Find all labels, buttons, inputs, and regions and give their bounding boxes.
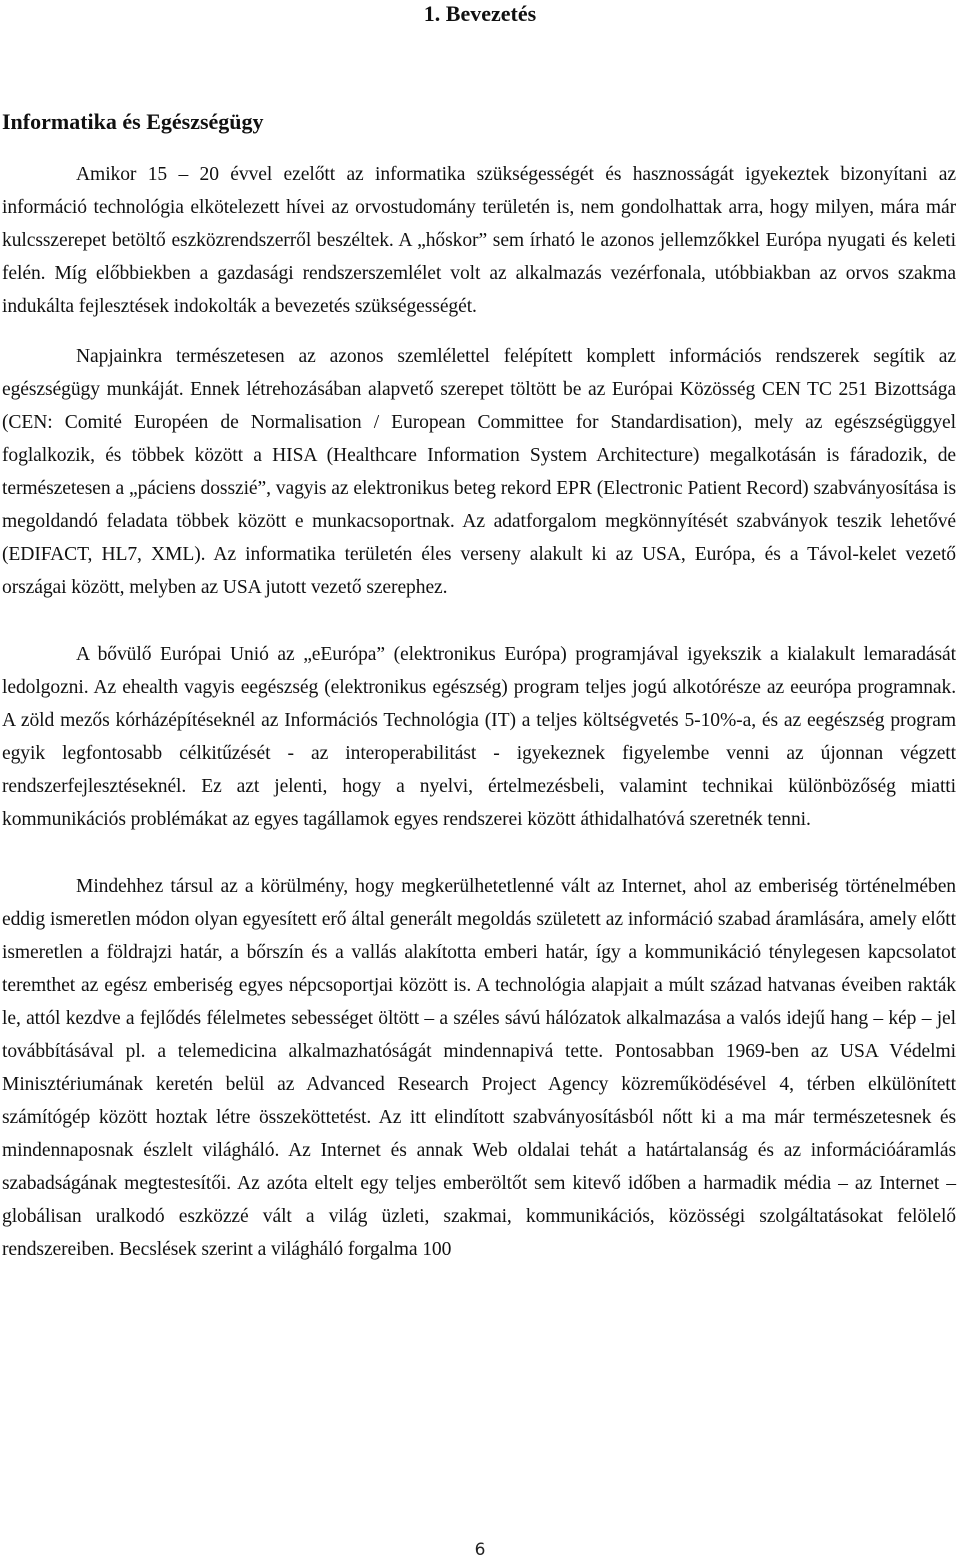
page-number: 6 bbox=[474, 1540, 486, 1560]
paragraph: A bővülő Európai Unió az „eEurópa” (elektronikus Európa) programjával igyekszik a kialakult lemaradását ledolgozni. Az ehealth vagyis eegészség (elektronikus egészség) program teljes jogú alkotórésze az eeurópa programnak. A zöld mezős kórházépítéseknél az Információs Technológia (IT) a teljes költségvetés 5-10%-a, és az eegészség program egyik legfontosabb célkitűzését - az interoperabilitást - igyekeznek figyelembe venni az újonnan végzett rendszerfejlesztéseknél. Ez azt jelenti, hogy a nyelvi, értelmezésbeli, valamint technikai különbözőség miatti kommunikációs problémákat az egyes tagállamok egyes rendszerei között áthidalhatóvá szeretnék tenni. bbox=[2, 644, 956, 830]
paragraph: Mindehhez társul az a körülmény, hogy megkerülhetetlenné vált az Internet, ahol az emberiség történelmében eddig ismeretlen módon olyan egyesített erő által generált megoldás született az információ szabad áramlására, amely előtt ismeretlen a földrajzi határ, a bőrszín és a vallás alakította emberi határ, így a kommunikáció ténylegesen kapcsolatot teremthet az egész emberiség egyes népcsoportjai között is. A technológia alapjait a múlt század hatvanas éveiben rakták le, attól kezdve a fejlődés félelmetes sebességet öltött – a széles sávú hálózatok alkalmazása a valós idejű hang – kép – jel továbbításával pl. a telemedicina alkalmazhatóságát mindennapivá tette. Pontosabban 1969-ben az USA Védelmi Minisztériumának keretén belül az Advanced Research Project Agency közreműködésével 4, térben elkülönített számítógép között hoztak létre összeköttetést. Az itt elindított szabványosításból nőtt ki a ma már természetesnek és mindennaposnak észlelt világháló. Az Internet és annak Web oldalai tehát a határtalanság és az információáramlás szabadságának megtestesítői. Az azóta eltelt egy teljes emberöltőt sem kitevő időben a harmadik média – az Internet – globálisan uralkodó eszközzé vált a világ üzleti, szakmai, kommunikációs, közösségi szolgáltatásokat felölelő rendszereiben. Becslések szerint a világháló forgalma 100 bbox=[2, 876, 956, 1260]
section-title: Informatika és Egészségügy bbox=[2, 109, 264, 134]
body-text bbox=[2, 158, 956, 1266]
paragraph: Napjainkra természetesen az azonos szemlélettel felépített komplett információs rendszerek segítik az egészségügy munkáját. Ennek létrehozásában alapvető szerepet töltött be az Európai Közösség CEN TC 251 Bizottsága (CEN: Comité Européen de Normalisation / European Committee for Standardisation), mely az egészségüggyel foglalkozik, és többek között a HISA (Healthcare Information System Architecture) megalkotásán is fáradozik, de természetesen a „páciens dosszié”, vagyis az elektronikus beteg rekord EPR (Electronic Patient Record) szabványosítása is megoldandó feladata többek között e munkacsoportnak. Az adatforgalom megkönnyítését szabványok teszik lehetővé (EDIFACT, HL7, XML). Az informatika területén éles verseny alakult ki az USA, Európa, és a Távol-kelet vezető országai között, melyben az USA jutott vezető szerephez. bbox=[2, 346, 956, 598]
chapter-title: 1. Bevezetés bbox=[423, 1, 537, 26]
paragraph: Amikor 15 – 20 évvel ezelőtt az informatika szükségességét és hasznosságát igyekeztek bizonyítani az információ technológia elkötelezett hívei az orvostudomány területén is, nem gondolhattak arra, hogy milyen, mára már kulcsszerepet betöltő eszközrendszerről beszéltek. A „hőskor” sem írható le azonos jellemzőkkel Európa nyugati és keleti felén. Míg előbbiekben a gazdasági rendszerszemlélet volt az alkalmazás vezérfonala, utóbbiakban az orvos szakma indukálta fejlesztések indokolták a bevezetés szükségességét. bbox=[2, 164, 956, 317]
